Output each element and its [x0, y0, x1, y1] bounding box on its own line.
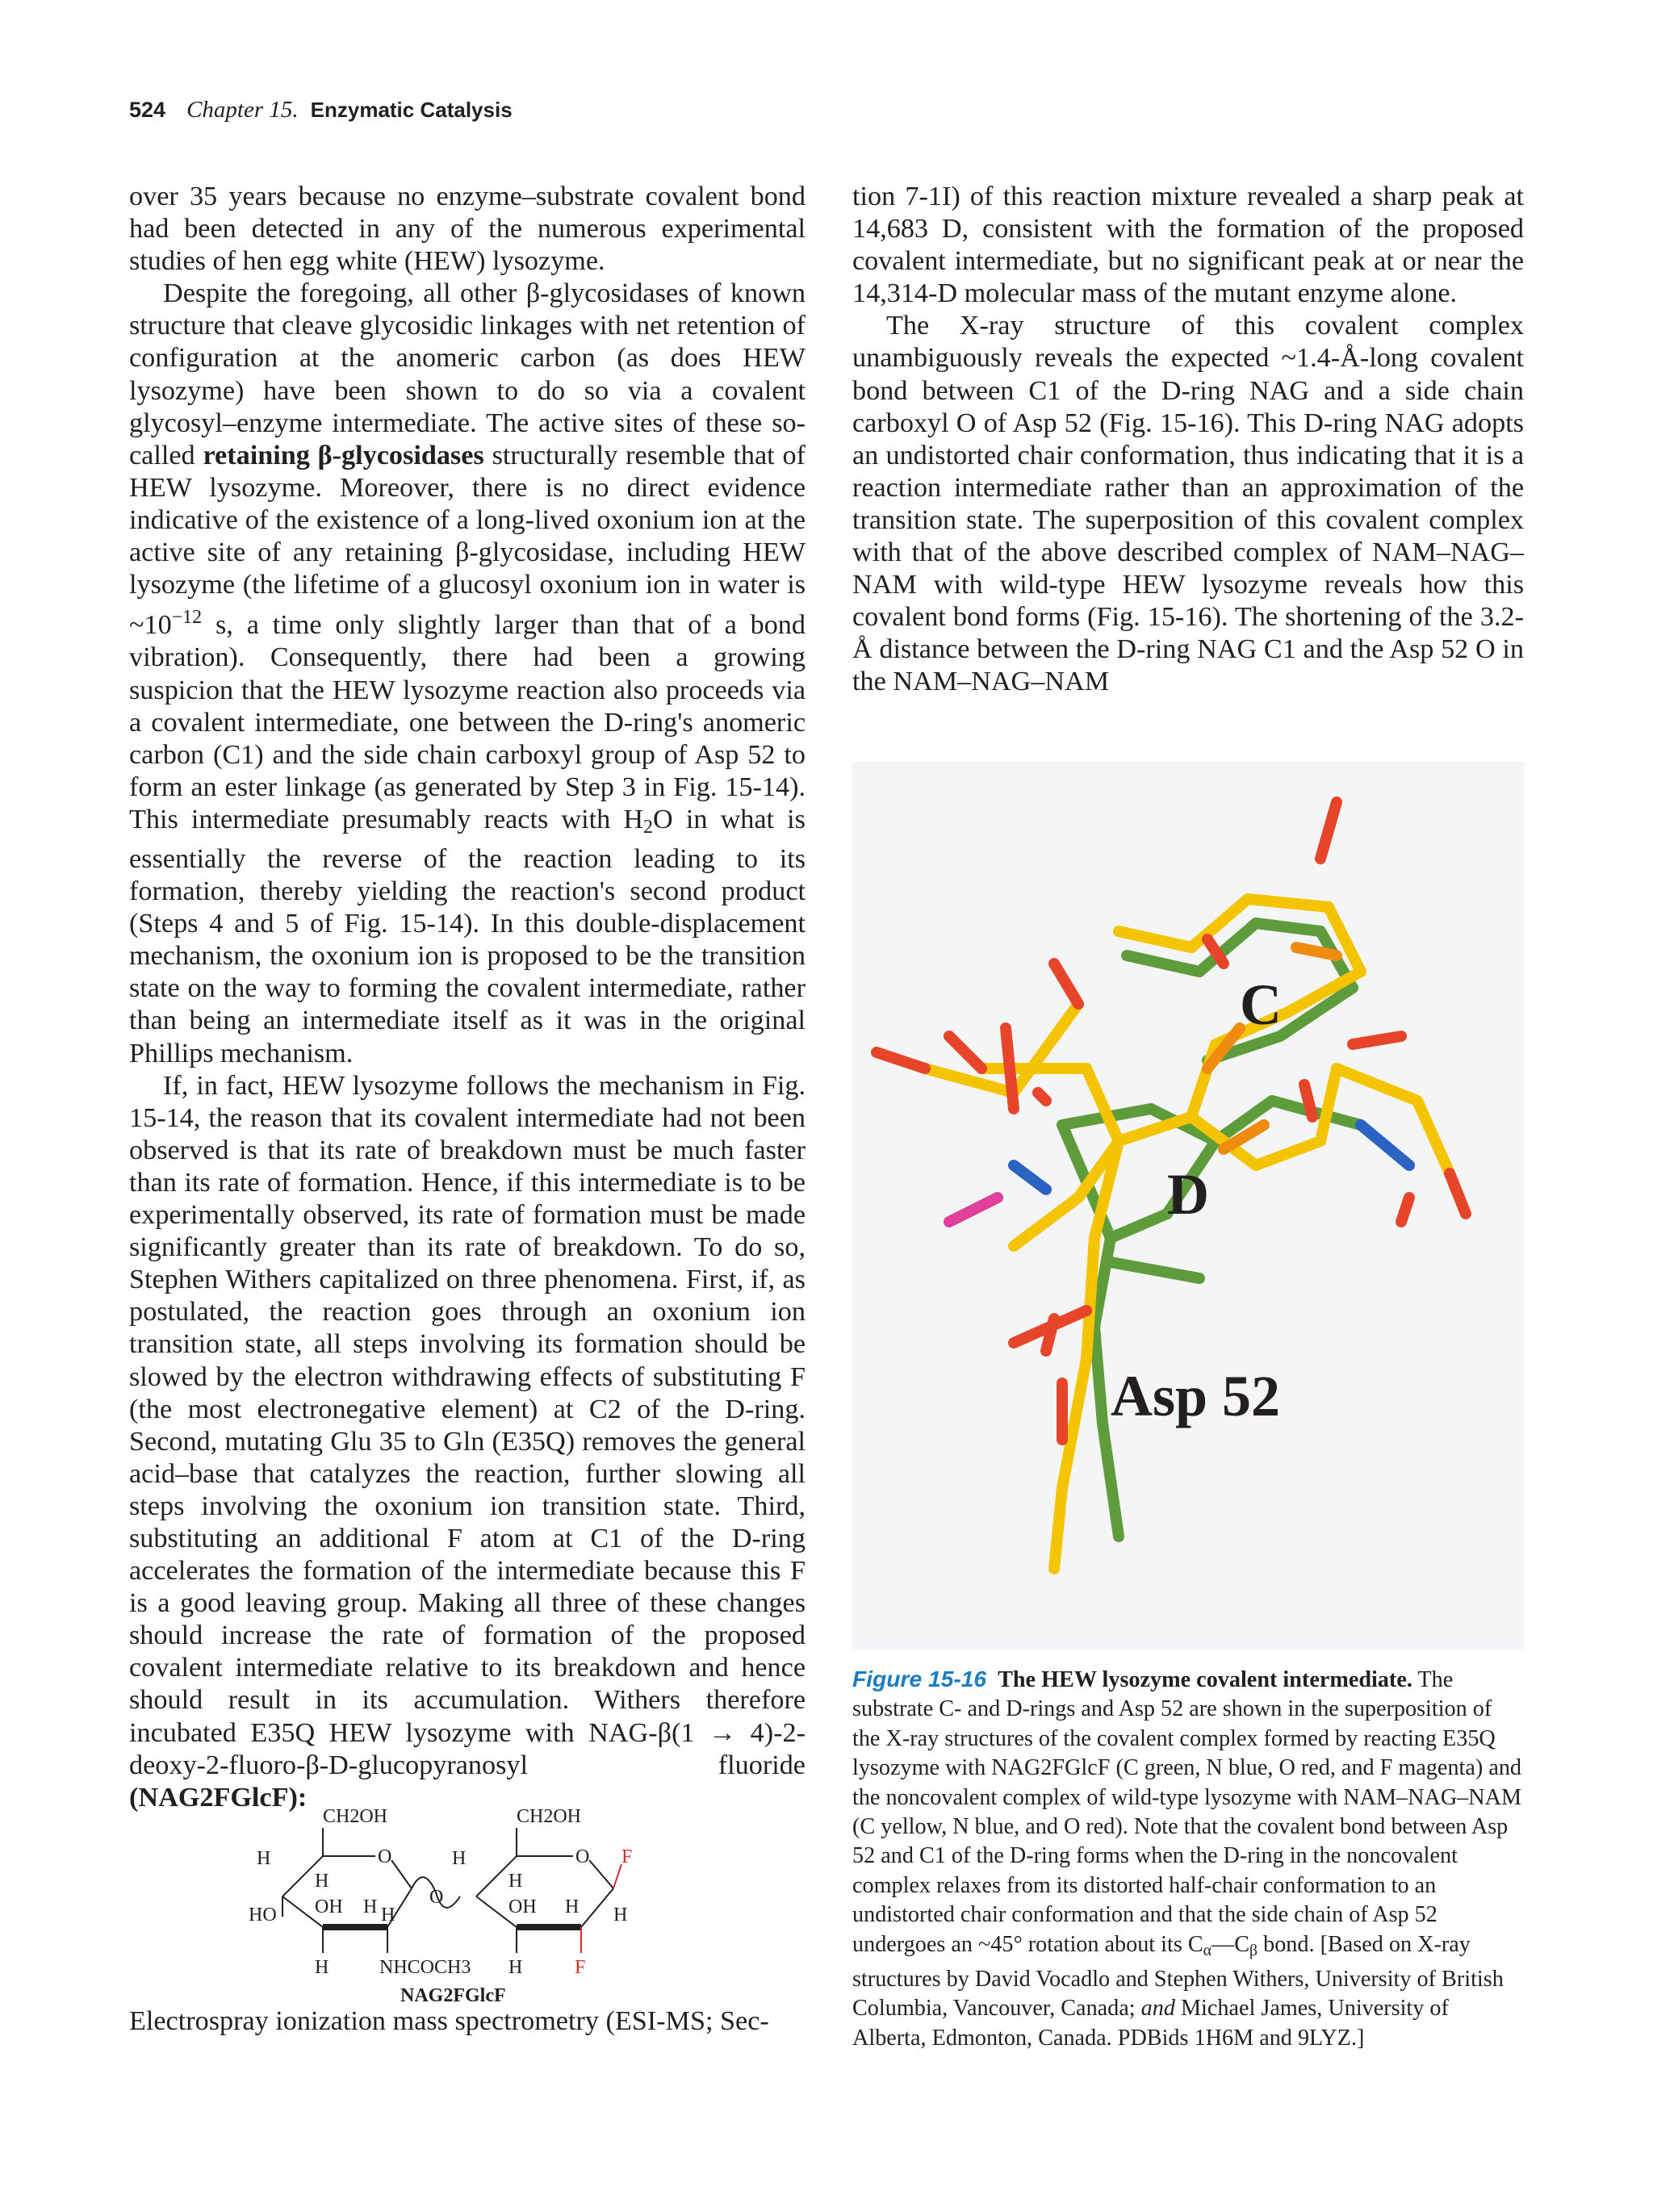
label-h: H — [257, 1848, 271, 1869]
label-o: O — [575, 1846, 590, 1867]
label-nhcoch3: NHCOCH3 — [379, 1957, 471, 1978]
paragraph: The X-ray structure of this covalent complex unambiguously reveals the expected ~1.4-Å-long covalent bond between C1 of the D-ring NAG and a side chain carboxyl O of Asp 52 (Fig. 15-16). This D-ring NAG adopts an undistorted chair conformation, thus indicating that it is a reaction intermediate rather than an approximation of the transition state. The superposition of this covalent complex with that of the above described complex of NAM–NAG–NAM with wild-type HEW lysozyme reveals how this covalent bond forms (Fig. 15-16). The shortening of the 3.2-Å distance between the D-ring NAG C1 and the Asp 52 O in the NAM–NAG–NAM — [852, 311, 1524, 697]
molecular-structure — [852, 762, 1524, 1650]
label-oh: OH — [315, 1896, 343, 1917]
running-header — [129, 97, 513, 123]
label-h: H — [508, 1871, 523, 1892]
bold-term: retaining β-glycosidases — [203, 440, 484, 470]
chapter-title: Enzymatic Catalysis — [310, 98, 513, 122]
label-asp52: Asp 52 — [1111, 1364, 1281, 1428]
ring-right — [476, 1828, 621, 1953]
left-column — [129, 181, 806, 1814]
label-f: F — [621, 1846, 633, 1867]
label-h: H — [452, 1848, 467, 1869]
label-ch2oh: CH2OH — [517, 1806, 582, 1827]
label-ring-c: C — [1240, 972, 1282, 1037]
label-ring-d: D — [1167, 1162, 1209, 1227]
label-f: F — [575, 1957, 586, 1978]
paragraph: Despite the foregoing, all other β-glycosidases of known structure that cleave glycosidic linkages with net retention of configuration at the anomeric carbon (as does HEW lysozyme) have been shown to do so via a covalent glycosyl–enzyme intermediate. The active sites of these so-called retaining β-glycosidases structurally resemble that of HEW lysozyme. Moreover, there is no direct evidence indicative of the existence of a long-lived oxonium ion at the active site of any retaining β-glycosidase, including HEW lysozyme (the lifetime of a glucosyl oxonium ion in water is $\sim 10^{-12}$ s, a time only slightly larger than that of a bond vibration). Consequently, there had been a growing suspicion that the HEW lysozyme reaction also proceeds via a covalent intermediate, one between the D-ring's anomeric carbon (C1) and the side chain carboxyl group of Asp 52 to form an ester linkage (as generated by Step 3 in Fig. 15-14). This intermediate presumably reacts with $H_2O$ in what is essentially the reverse of the reaction leading to its formation, thereby yielding the reaction's second product (Steps 4 and 5 of Fig. 15-14). In this double-displacement mechanism, the oxonium ion is proposed to be the transition state on the way to forming the covalent intermediate, rather than being an intermediate itself as it was in the original Phillips mechanism. — [129, 278, 806, 1068]
fluorine-atom — [949, 1198, 998, 1222]
label-h: H — [363, 1896, 378, 1917]
structure-name: NAG2FGlcF — [400, 1985, 506, 2001]
label-h: H — [613, 1905, 628, 1926]
label-h: H — [381, 1905, 395, 1926]
figure-15-16-image — [852, 762, 1524, 1650]
label-o: O — [429, 1887, 444, 1908]
right-column — [852, 181, 1524, 699]
figure-number: Figure 15-16 — [852, 1666, 987, 1691]
paragraph: Electrospray ionization mass spectrometry (ESI-MS; Sec- — [129, 2006, 769, 2036]
label-h: H — [315, 1957, 329, 1978]
chapter-label: Chapter 15. — [186, 97, 299, 123]
label-h: H — [315, 1871, 329, 1892]
paragraph: If, in fact, HEW lysozyme follows the mechanism in Fig. 15-14, the reason that its covalent intermediate had not been observed is that its rate of breakdown must be much faster than its rate of formation. Hence, if this intermediate is to be experimentally observed, its rate of formation must be made significantly greater than its rate of breakdown. To do so, Stephen Withers capitalized on three phenomena. First, if, as postulated, the reaction goes through an oxonium ion transition state, all steps involving its formation should be slowed by the electron withdrawing effects of substituting F (the most electronegative element) at C2 of the D-ring. Second, mutating Glu 35 to Gln (E35Q) removes the general acid–base that catalyzes the reaction, further slowing all steps involving the oxonium ion transition state. Third, substituting an additional F atom at C1 of the D-ring accelerates the formation of the intermediate because this F is a good leaving group. Making all three of these changes should increase the rate of formation of the proposed covalent intermediate relative to its breakdown and hence should result in its accumulation. Withers therefore incubated E35Q HEW lysozyme with NAG-β(1 → 4)-2-deoxy-2-fluoro-β-D-glucopyranosyl fluoride (NAG2FGlcF): — [129, 1070, 806, 1813]
yellow-model — [925, 899, 1450, 1569]
paragraph: tion 7-1I) of this reaction mixture revealed a sharp peak at 14,683 D, consistent with the formation of the proposed covalent intermediate, but no significant peak at or near the 14,314-D molecular mass of the mutant enzyme alone. — [852, 182, 1524, 309]
figure-caption: Figure 15-16 The HEW lysozyme covalent intermediate. The substrate C- and D-rings and Asp 52 are shown in the superposition of the X-ray structures of the covalent complex formed by reacting E35Q lysozyme with NAG2FGlcF (C green, N blue, O red, and F magenta) and the noncovalent complex of wild-type lysozyme with NAM–NAG–NAM (C yellow, N blue, and O red). Note that the covalent bond between Asp 52 and C1 of the D-ring forms when the D-ring in the noncovalent complex relaxes from its distorted half-chair conformation to an undistorted chair conformation and that the side chain of Asp 52 undergoes an ~45° rotation about its $C_\alpha—C_\beta$ bond. [Based on X-ray structures by David Vocadlo and Stephen Withers, University of British Columbia, Vancouver, Canada; and Michael James, University of Alberta, Edmonton, Canada. PDBids 1H6M and 9LYZ.] — [852, 1666, 1522, 2051]
page-number: 524 — [129, 98, 166, 122]
label-ho: HO — [249, 1905, 277, 1926]
label-h: H — [508, 1957, 523, 1978]
label-ch2oh: CH2OH — [323, 1806, 388, 1827]
label-o: O — [378, 1846, 392, 1867]
figure-title: The HEW lysozyme covalent intermediate. — [998, 1667, 1412, 1692]
left-column-bottom — [129, 2005, 806, 2038]
label-oh: OH — [508, 1896, 537, 1917]
nag2fglcf-structure — [242, 1800, 694, 2001]
paragraph: over 35 years because no enzyme–substrate covalent bond had been detected in any of the numerous experimental studies of hen egg white (HEW) lysozyme. — [129, 182, 806, 277]
green-model — [1062, 923, 1361, 1537]
bold-term: (NAG2FGlcF): — [129, 1782, 308, 1813]
label-h: H — [565, 1896, 580, 1917]
